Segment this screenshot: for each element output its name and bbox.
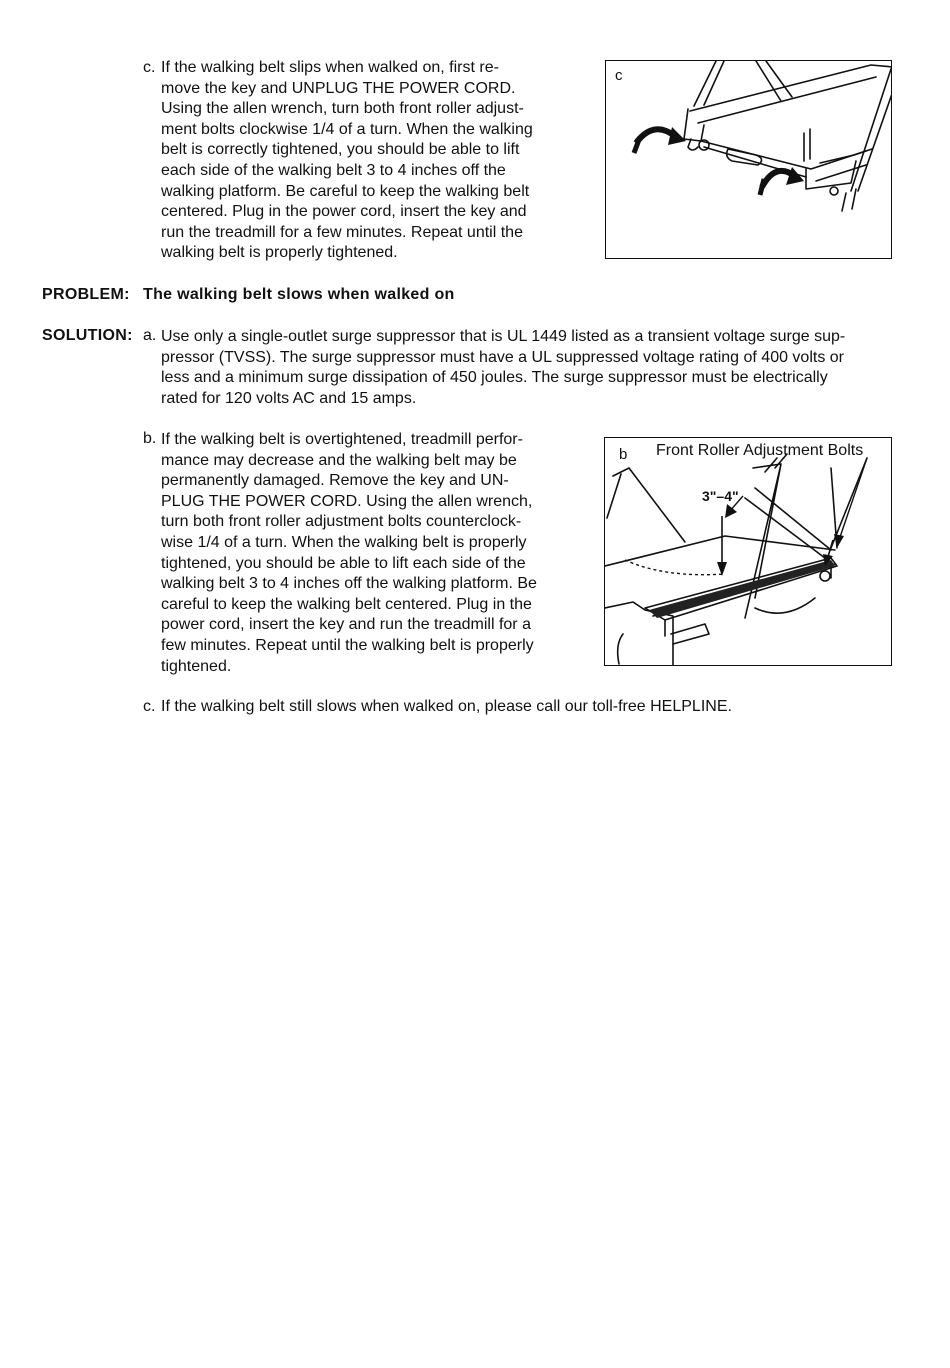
solution-b-line: turn both front roller adjustment bolts counterclock-	[161, 513, 522, 531]
solution-label: SOLUTION:	[42, 327, 133, 344]
solution-a-line: pressor (TVSS). The surge suppressor must have a UL suppressed voltage rating of 400 volts or	[161, 348, 844, 366]
step-c-letter: c.	[143, 59, 156, 76]
step-c-line: walking platform. Be careful to keep the walking belt	[161, 182, 530, 200]
treadmill-front-drawing	[606, 61, 892, 259]
clockwise-arrow-icon	[634, 127, 686, 153]
solution-b-line: mance may decrease and the walking belt may be	[161, 451, 517, 469]
solution-a-line: less and a minimum surge dissipation of 450 joules. The surge suppressor must be electrically	[161, 369, 828, 387]
solution-b-line: careful to keep the walking belt centered. Plug in the	[161, 595, 532, 613]
solution-b-line: If the walking belt is overtightened, treadmill perfor-	[161, 431, 523, 448]
step-c-line: belt is correctly tightened, you should be able to lift	[161, 141, 520, 159]
solution-a-letter: a.	[143, 327, 157, 344]
solution-b-line: few minutes. Repeat until the walking belt is properly	[161, 636, 534, 654]
solution-b-text	[161, 430, 581, 677]
solution-c-line: If the walking belt still slows when walked on, please call our toll-free HELPLINE.	[161, 698, 732, 715]
step-c-line: If the walking belt slips when walked on, first re-	[161, 59, 499, 76]
solution-b-line: wise 1/4 of a turn. When the walking belt is properly	[161, 533, 527, 551]
figure-c-letter: c	[615, 67, 623, 84]
step-c-line: move the key and UNPLUG THE POWER CORD.	[161, 79, 516, 97]
bolt-pointer-arrow-icon	[725, 496, 743, 518]
solution-b-line: PLUG THE POWER CORD. Using the allen wrench,	[161, 492, 533, 510]
treadmill-side-drawing	[605, 438, 892, 666]
belt-lift-arrow-icon	[717, 516, 727, 576]
figure-b-illustration	[604, 437, 892, 666]
figure-c-illustration	[605, 60, 892, 259]
solution-b-line: walking belt 3 to 4 inches off the walking platform. Be	[161, 575, 537, 593]
solution-a-text	[161, 327, 896, 409]
solution-b-line: permanently damaged. Remove the key and UN-	[161, 472, 509, 490]
step-c-text	[161, 58, 581, 264]
figure-b-caption: Front Roller Adjustment Bolts	[656, 442, 864, 459]
step-c-line: Using the allen wrench, turn both front roller adjust-	[161, 100, 524, 118]
solution-a-line: rated for 120 volts AC and 15 amps.	[161, 389, 417, 407]
solution-b-line: power cord, insert the key and run the treadmill for a	[161, 616, 531, 634]
step-c-line: centered. Plug in the power cord, insert the key and	[161, 203, 527, 221]
belt-lift-dimension: 3"–4"	[702, 488, 739, 504]
bolt-pointer-arrow-icon	[834, 458, 867, 548]
solution-c-letter: c.	[143, 698, 156, 715]
step-c-line: walking belt is properly tightened.	[161, 244, 398, 262]
clockwise-arrow-icon	[760, 167, 804, 195]
solution-c-text	[161, 697, 901, 718]
solution-a-line: Use only a single-outlet surge suppressor that is UL 1449 listed as a transient voltage surge sup-	[161, 328, 846, 345]
step-c-line: run the treadmill for a few minutes. Repeat until the	[161, 223, 523, 241]
step-c-line: ment bolts clockwise 1/4 of a turn. When the walking	[161, 120, 533, 138]
solution-b-letter: b.	[143, 430, 157, 447]
solution-b-line: tightened.	[161, 657, 232, 675]
step-c-line: each side of the walking belt 3 to 4 inches off the	[161, 161, 506, 179]
figure-b-letter: b	[619, 446, 628, 463]
solution-b-line: tightened, you should be able to lift each side of the	[161, 554, 526, 572]
problem-label: PROBLEM:	[42, 286, 130, 303]
problem-text: The walking belt slows when walked on	[143, 286, 455, 303]
